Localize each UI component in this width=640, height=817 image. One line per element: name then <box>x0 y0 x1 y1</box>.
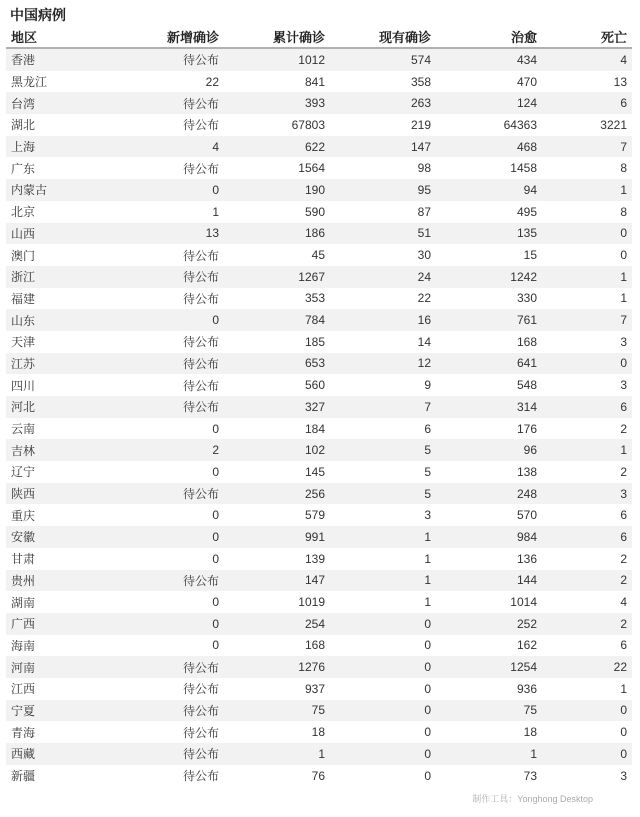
cell-new-confirmed: 待公布 <box>76 700 224 722</box>
cell-region: 新疆 <box>11 769 36 784</box>
cell-region: 湖南 <box>11 595 36 610</box>
cell-total-confirmed: 393 <box>224 92 330 114</box>
cell-current-confirmed: 5 <box>330 439 436 461</box>
cell-cured: 96 <box>436 439 542 461</box>
table-row <box>6 353 632 375</box>
cell-total-confirmed: 327 <box>224 396 330 418</box>
cell-region: 山东 <box>6 309 76 331</box>
cell-deaths: 6 <box>620 508 627 523</box>
cell-total-confirmed: 1267 <box>224 266 330 288</box>
cell-deaths: 7 <box>542 309 632 331</box>
cell-new-confirmed: 待公布 <box>76 396 224 418</box>
cell-deaths: 0 <box>542 223 632 245</box>
table-row <box>6 439 632 461</box>
cell-region: 甘肃 <box>11 552 36 567</box>
table-row <box>6 309 632 331</box>
cell-region: 安徽 <box>6 526 76 548</box>
cell-current-confirmed: 30 <box>417 248 431 263</box>
cell-deaths: 6 <box>542 526 632 548</box>
cell-new-confirmed: 4 <box>76 136 224 158</box>
cell-current-confirmed: 98 <box>417 161 431 176</box>
cell-new-confirmed: 待公布 <box>76 483 224 505</box>
cell-total-confirmed: 185 <box>304 334 325 349</box>
cell-new-confirmed: 待公布 <box>76 48 224 71</box>
cell-cured: 144 <box>436 570 542 592</box>
cell-deaths: 2 <box>620 421 627 436</box>
cell-cured: 162 <box>516 638 537 653</box>
cell-total-confirmed: 1564 <box>298 161 325 176</box>
table-row <box>6 266 632 288</box>
cell-region: 辽宁 <box>11 465 36 480</box>
cell-region: 吉林 <box>6 439 76 461</box>
cell-cured: 124 <box>436 92 542 114</box>
table-row <box>6 570 632 592</box>
cell-cured: 1014 <box>510 595 537 610</box>
cell-deaths: 0 <box>620 248 627 263</box>
cell-deaths: 8 <box>620 161 627 176</box>
cell-deaths: 3 <box>542 483 632 505</box>
cell-region: 内蒙古 <box>6 179 76 201</box>
cell-new-confirmed: 0 <box>212 508 219 523</box>
cell-cured: 176 <box>516 421 537 436</box>
cell-region: 重庆 <box>11 508 36 523</box>
cell-new-confirmed: 待公布 <box>182 769 219 784</box>
cell-total-confirmed: 45 <box>311 248 325 263</box>
cell-deaths: 2 <box>542 613 632 635</box>
cell-total-confirmed: 139 <box>304 551 325 566</box>
cell-region: 西藏 <box>6 743 76 765</box>
cell-region: 湖北 <box>11 118 36 133</box>
cell-total-confirmed: 184 <box>304 421 325 436</box>
cell-new-confirmed: 待公布 <box>76 92 224 114</box>
cell-cured: 761 <box>436 309 542 331</box>
cell-total-confirmed: 256 <box>224 483 330 505</box>
cell-total-confirmed: 353 <box>304 291 325 306</box>
cell-total-confirmed: 67803 <box>291 117 325 132</box>
cell-total-confirmed: 145 <box>304 464 325 479</box>
table-body <box>6 48 632 786</box>
cell-total-confirmed: 254 <box>224 613 330 635</box>
cell-current-confirmed: 87 <box>417 204 431 219</box>
header-row <box>6 25 632 48</box>
cell-cured: 548 <box>516 378 537 393</box>
cell-deaths: 0 <box>620 725 627 740</box>
cell-cured: 15 <box>523 248 537 263</box>
table-row <box>6 613 632 635</box>
cell-deaths: 1 <box>542 266 632 288</box>
cell-cured: 75 <box>436 700 542 722</box>
cell-cured: 136 <box>516 551 537 566</box>
cell-current-confirmed: 22 <box>417 291 431 306</box>
cell-region: 江西 <box>11 682 36 697</box>
table-row <box>6 331 632 353</box>
cell-new-confirmed: 22 <box>205 74 219 89</box>
cell-total-confirmed: 937 <box>304 681 325 696</box>
cell-region: 海南 <box>11 638 36 653</box>
cell-new-confirmed: 0 <box>76 309 224 331</box>
cell-new-confirmed: 待公布 <box>182 291 219 306</box>
cell-new-confirmed: 0 <box>212 595 219 610</box>
cell-cured: 468 <box>436 136 542 158</box>
cell-new-confirmed: 0 <box>76 179 224 201</box>
cell-total-confirmed: 75 <box>224 700 330 722</box>
cell-current-confirmed: 358 <box>410 74 431 89</box>
cell-current-confirmed: 0 <box>330 656 436 678</box>
cell-deaths: 0 <box>542 353 632 375</box>
cell-total-confirmed: 102 <box>224 439 330 461</box>
cell-current-confirmed: 1 <box>424 595 431 610</box>
cell-current-confirmed: 16 <box>330 309 436 331</box>
table-row <box>6 244 632 266</box>
cell-deaths: 6 <box>542 396 632 418</box>
cell-new-confirmed: 待公布 <box>76 743 224 765</box>
cell-region: 贵州 <box>6 570 76 592</box>
cell-deaths: 4 <box>542 48 632 71</box>
cell-region: 广西 <box>6 613 76 635</box>
table-row <box>6 201 632 223</box>
cell-region: 河南 <box>6 656 76 678</box>
cell-cured: 94 <box>436 179 542 201</box>
cell-current-confirmed: 12 <box>330 353 436 375</box>
header-total-confirmed: 累计确诊 <box>224 25 330 48</box>
cell-cured: 495 <box>516 204 537 219</box>
table-row <box>6 48 632 71</box>
cell-deaths: 22 <box>542 656 632 678</box>
cell-new-confirmed: 待公布 <box>76 353 224 375</box>
cell-cured: 470 <box>516 74 537 89</box>
cell-total-confirmed: 622 <box>224 136 330 158</box>
cell-current-confirmed: 6 <box>424 421 431 436</box>
table-row <box>6 700 632 722</box>
cell-region: 青海 <box>11 725 36 740</box>
cell-total-confirmed: 168 <box>304 638 325 653</box>
cell-new-confirmed: 0 <box>212 551 219 566</box>
table-row <box>6 92 632 114</box>
cell-current-confirmed: 24 <box>330 266 436 288</box>
cell-total-confirmed: 76 <box>311 768 325 783</box>
cell-total-confirmed: 190 <box>224 179 330 201</box>
cell-deaths: 2 <box>542 570 632 592</box>
cell-current-confirmed: 1 <box>424 551 431 566</box>
cell-region: 黑龙江 <box>11 75 48 90</box>
table-row <box>6 396 632 418</box>
cell-current-confirmed: 0 <box>424 768 431 783</box>
table-row <box>6 136 632 158</box>
cell-cured: 135 <box>436 223 542 245</box>
cell-deaths: 1 <box>542 439 632 461</box>
cell-deaths: 3 <box>620 378 627 393</box>
cell-region: 广东 <box>11 161 36 176</box>
cell-deaths: 6 <box>542 92 632 114</box>
cell-cured: 641 <box>436 353 542 375</box>
cell-new-confirmed: 0 <box>212 464 219 479</box>
cell-deaths: 4 <box>620 595 627 610</box>
cell-current-confirmed: 0 <box>330 743 436 765</box>
cell-region: 澳门 <box>11 248 36 263</box>
cell-cured: 1458 <box>510 161 537 176</box>
table-row <box>6 483 632 505</box>
cell-current-confirmed: 0 <box>424 725 431 740</box>
cell-region: 云南 <box>11 422 36 437</box>
table-row <box>6 765 632 787</box>
table-row <box>6 743 632 765</box>
cell-new-confirmed: 0 <box>76 526 224 548</box>
cell-current-confirmed: 3 <box>424 508 431 523</box>
cell-cured: 936 <box>516 681 537 696</box>
cell-new-confirmed: 待公布 <box>76 570 224 592</box>
cell-current-confirmed: 0 <box>330 700 436 722</box>
table-row <box>6 461 632 483</box>
table-row <box>6 179 632 201</box>
table-row <box>6 591 632 613</box>
header-cured: 治愈 <box>436 25 542 48</box>
cell-total-confirmed: 1276 <box>224 656 330 678</box>
cell-deaths: 7 <box>542 136 632 158</box>
cell-total-confirmed: 186 <box>224 223 330 245</box>
cell-cured: 248 <box>436 483 542 505</box>
cell-current-confirmed: 14 <box>417 334 431 349</box>
cell-new-confirmed: 0 <box>212 638 219 653</box>
cell-cured: 18 <box>523 725 537 740</box>
cell-cured: 73 <box>523 768 537 783</box>
cell-total-confirmed: 1 <box>224 743 330 765</box>
cell-region: 天津 <box>11 335 36 350</box>
cell-total-confirmed: 579 <box>304 508 325 523</box>
cell-cured: 1 <box>436 743 542 765</box>
cell-current-confirmed: 1 <box>330 570 436 592</box>
cell-current-confirmed: 147 <box>330 136 436 158</box>
cell-new-confirmed: 1 <box>212 204 219 219</box>
cell-deaths: 1 <box>620 681 627 696</box>
cell-current-confirmed: 5 <box>424 464 431 479</box>
cell-total-confirmed: 590 <box>304 204 325 219</box>
cell-region: 香港 <box>6 48 76 71</box>
cell-new-confirmed: 2 <box>76 439 224 461</box>
cell-new-confirmed: 0 <box>212 421 219 436</box>
cell-deaths: 3 <box>620 334 627 349</box>
cell-cured: 138 <box>516 464 537 479</box>
cell-region: 陕西 <box>6 483 76 505</box>
cell-cured: 1254 <box>436 656 542 678</box>
cell-cured: 984 <box>436 526 542 548</box>
cell-new-confirmed: 待公布 <box>76 266 224 288</box>
cell-new-confirmed: 待公布 <box>76 656 224 678</box>
cell-current-confirmed: 7 <box>330 396 436 418</box>
table-row <box>6 157 632 179</box>
table-row <box>6 223 632 245</box>
cell-total-confirmed: 560 <box>304 378 325 393</box>
header-deaths: 死亡 <box>542 25 632 48</box>
cell-region: 河北 <box>6 396 76 418</box>
cell-total-confirmed: 653 <box>224 353 330 375</box>
table-row <box>6 288 632 310</box>
cell-current-confirmed: 0 <box>424 638 431 653</box>
cell-current-confirmed: 1 <box>330 526 436 548</box>
cell-cured: 330 <box>516 291 537 306</box>
table-row <box>6 71 632 93</box>
cell-deaths: 2 <box>620 464 627 479</box>
table-header <box>6 25 632 48</box>
cell-deaths: 1 <box>620 291 627 306</box>
cell-current-confirmed: 0 <box>330 613 436 635</box>
cell-region: 江苏 <box>6 353 76 375</box>
cell-deaths: 0 <box>542 743 632 765</box>
footer-credit: 制作工具：Yonghong Desktop <box>472 794 593 804</box>
cell-total-confirmed: 841 <box>304 74 325 89</box>
cell-region: 四川 <box>11 378 36 393</box>
cell-current-confirmed: 0 <box>424 681 431 696</box>
cell-current-confirmed: 574 <box>330 48 436 71</box>
cell-deaths: 0 <box>542 700 632 722</box>
cell-deaths: 6 <box>620 638 627 653</box>
table-row <box>6 548 632 570</box>
cell-current-confirmed: 5 <box>330 483 436 505</box>
cell-region: 福建 <box>11 291 36 306</box>
cell-current-confirmed: 219 <box>410 117 431 132</box>
cell-total-confirmed: 784 <box>224 309 330 331</box>
cell-new-confirmed: 待公布 <box>182 248 219 263</box>
cases-table <box>6 25 632 786</box>
cell-deaths: 8 <box>620 204 627 219</box>
cell-current-confirmed: 9 <box>424 378 431 393</box>
cell-new-confirmed: 待公布 <box>182 682 219 697</box>
cell-new-confirmed: 待公布 <box>182 161 219 176</box>
cell-cured: 64363 <box>503 117 537 132</box>
cell-new-confirmed: 待公布 <box>182 335 219 350</box>
table-row <box>6 678 632 700</box>
cell-total-confirmed: 991 <box>224 526 330 548</box>
table-row <box>6 374 632 396</box>
cell-new-confirmed: 待公布 <box>182 118 219 133</box>
cell-deaths: 3 <box>620 768 627 783</box>
cell-total-confirmed: 147 <box>224 570 330 592</box>
header-current-confirmed: 现有确诊 <box>330 25 436 48</box>
table-row <box>6 721 632 743</box>
header-new-confirmed: 新增确诊 <box>76 25 224 48</box>
cell-deaths: 1 <box>542 179 632 201</box>
cell-cured: 314 <box>436 396 542 418</box>
cell-deaths: 2 <box>620 551 627 566</box>
cell-new-confirmed: 待公布 <box>182 725 219 740</box>
cell-cured: 434 <box>436 48 542 71</box>
cell-total-confirmed: 1012 <box>224 48 330 71</box>
cell-total-confirmed: 18 <box>311 725 325 740</box>
cell-new-confirmed: 13 <box>76 223 224 245</box>
cell-new-confirmed: 0 <box>76 613 224 635</box>
cell-cured: 252 <box>436 613 542 635</box>
page-title: 中国病例 <box>10 7 66 23</box>
table-row <box>6 114 632 136</box>
cell-deaths: 3221 <box>600 117 627 132</box>
cell-region: 台湾 <box>6 92 76 114</box>
cell-cured: 168 <box>516 334 537 349</box>
table-row <box>6 656 632 678</box>
table-row <box>6 504 632 526</box>
cell-total-confirmed: 1019 <box>298 595 325 610</box>
table-row <box>6 526 632 548</box>
cell-current-confirmed: 263 <box>330 92 436 114</box>
cell-deaths: 13 <box>613 74 627 89</box>
cell-current-confirmed: 51 <box>330 223 436 245</box>
header-region: 地区 <box>6 25 76 48</box>
cell-region: 浙江 <box>6 266 76 288</box>
cell-region: 北京 <box>11 205 36 220</box>
table-row <box>6 635 632 657</box>
cell-region: 上海 <box>6 136 76 158</box>
cell-current-confirmed: 95 <box>330 179 436 201</box>
table-row <box>6 418 632 440</box>
cell-cured: 570 <box>516 508 537 523</box>
cell-region: 山西 <box>6 223 76 245</box>
cell-cured: 1242 <box>436 266 542 288</box>
cell-new-confirmed: 待公布 <box>182 378 219 393</box>
cell-region: 宁夏 <box>6 700 76 722</box>
